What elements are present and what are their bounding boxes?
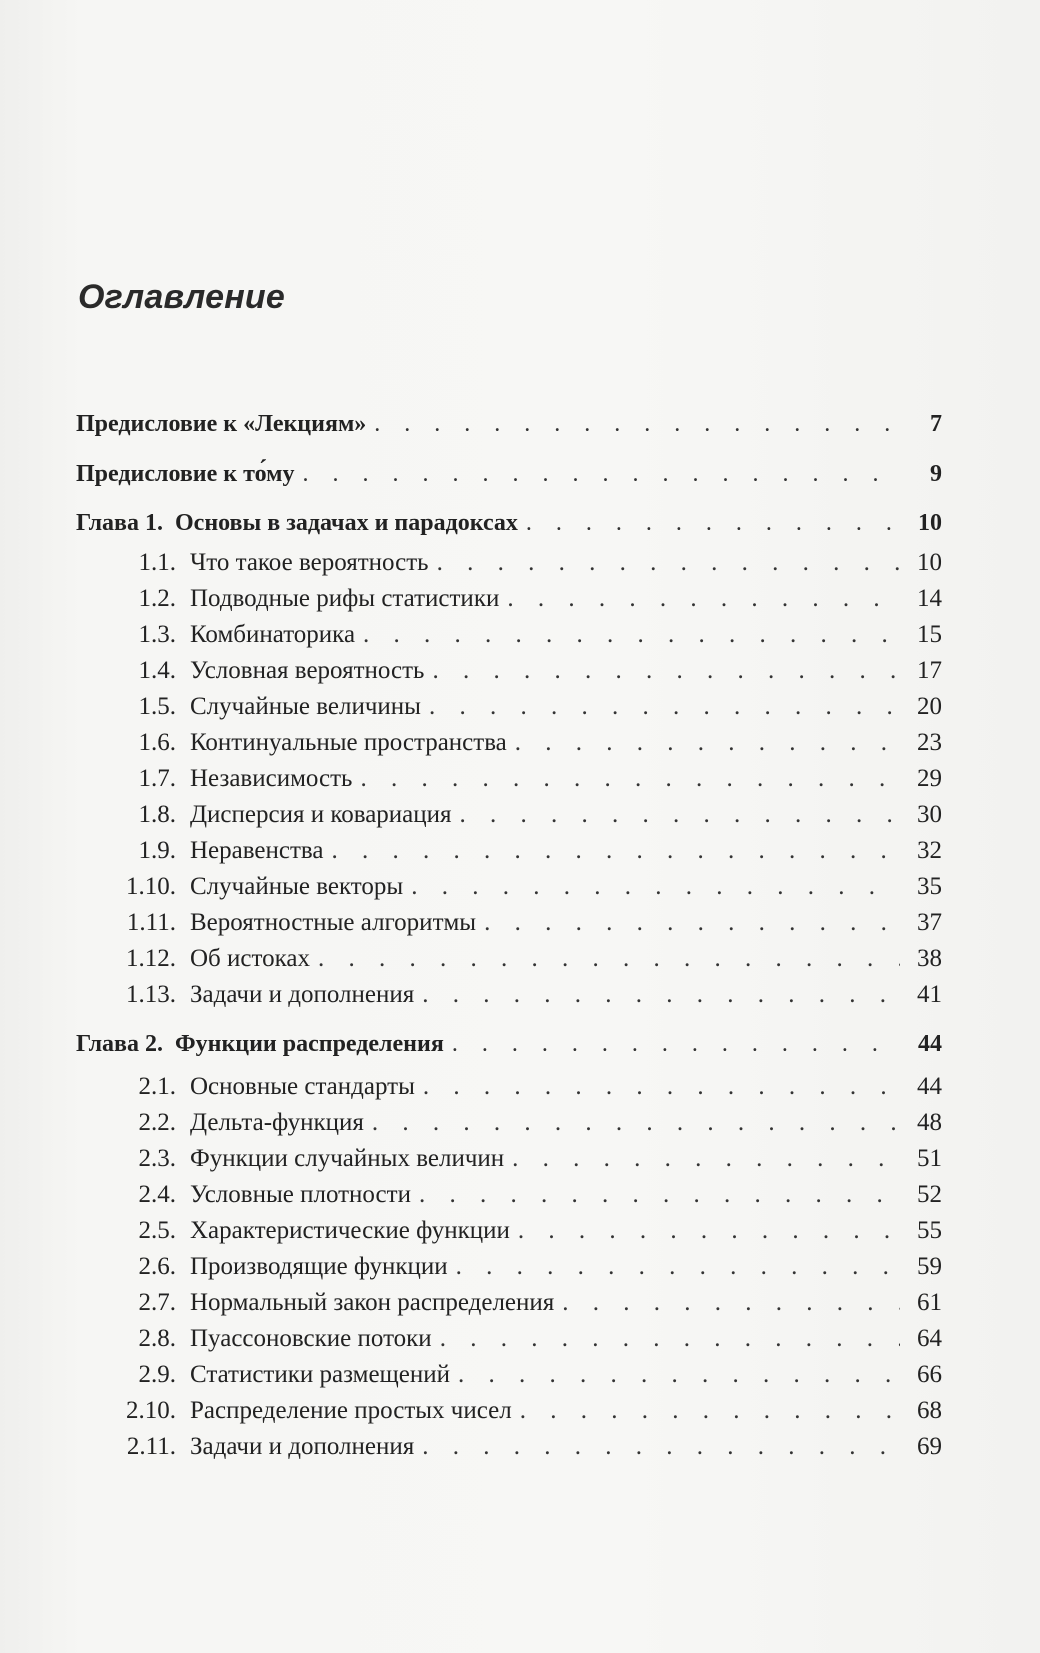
entry-page-number: 15 — [917, 621, 942, 648]
entry-page-number: 64 — [917, 1325, 942, 1352]
entry-title: Основные стандарты — [190, 1073, 415, 1100]
entry-title: Континуальные пространства — [190, 729, 507, 756]
entry-title: Пуассоновские потоки — [190, 1325, 432, 1352]
dot-leader — [331, 833, 900, 869]
entry-page-number: 35 — [917, 873, 942, 900]
toc-front-entry — [76, 406, 942, 442]
entry-page-number: 44 — [917, 1073, 942, 1100]
dot-leader — [562, 1285, 900, 1321]
entry-page-number: 69 — [917, 1433, 942, 1460]
dot-leader — [437, 545, 900, 581]
entry-title: Условная вероятность — [190, 657, 425, 684]
entry-page-number: 68 — [917, 1397, 942, 1424]
entry-title: Дельта-функция — [190, 1109, 364, 1136]
entry-title: Производящие функции — [190, 1253, 448, 1280]
toc-front-entry — [76, 456, 942, 492]
dot-leader — [512, 1141, 900, 1177]
entry-title: Подводные рифы статистики — [190, 585, 500, 612]
dot-leader — [302, 456, 900, 492]
toc-section-entry — [76, 1429, 942, 1465]
entry-page-number: 9 — [930, 461, 942, 487]
toc-section-entry — [76, 1285, 942, 1321]
toc-section-entry — [76, 545, 942, 581]
dot-leader — [484, 905, 900, 941]
dot-leader — [515, 725, 900, 761]
entry-title: Независимость — [190, 765, 353, 792]
entry-page-number: 52 — [917, 1181, 942, 1208]
entry-number: 2.2. — [138, 1109, 176, 1136]
entry-number: 1.1. — [138, 549, 176, 576]
entry-title: Дисперсия и ковариация — [190, 801, 452, 828]
entry-title: Статистики размещений — [190, 1361, 451, 1388]
entry-title: Задачи и дополнения — [190, 981, 415, 1008]
entry-number: 2.1. — [138, 1073, 176, 1100]
toc-section-entry — [76, 1177, 942, 1213]
toc-section-entry — [76, 1213, 942, 1249]
entry-number: 2.10. — [126, 1397, 176, 1424]
toc-section-entry — [76, 1105, 942, 1141]
entry-title: Характеристические функции — [190, 1217, 510, 1244]
entry-title: Функции распределения — [175, 1031, 444, 1057]
entry-number: 2.3. — [138, 1145, 176, 1172]
dot-leader — [363, 617, 900, 653]
entry-number: 2.6. — [138, 1253, 176, 1280]
dot-leader — [374, 406, 900, 442]
dot-leader — [422, 977, 900, 1013]
entry-title: Случайные величины — [190, 693, 421, 720]
entry-page-number: 48 — [917, 1109, 942, 1136]
toc-section-entry — [76, 1393, 942, 1429]
entry-title: Комбинаторика — [190, 621, 356, 648]
entry-number: 2.5. — [138, 1217, 176, 1244]
dot-leader — [360, 761, 900, 797]
dot-leader — [460, 797, 900, 833]
toc-section-entry — [76, 1321, 942, 1357]
entry-number: 1.6. — [138, 729, 176, 756]
entry-page-number: 59 — [917, 1253, 942, 1280]
entry-page-number: 10 — [917, 549, 942, 576]
toc-chapter-entry — [76, 505, 942, 541]
entry-title: Вероятностные алгоритмы — [190, 909, 477, 936]
dot-leader — [419, 1177, 900, 1213]
dot-leader — [411, 869, 900, 905]
entry-title: Случайные векторы — [190, 873, 404, 900]
entry-title: Задачи и дополнения — [190, 1433, 415, 1460]
entry-number: Глава 1. — [76, 510, 163, 536]
entry-number: 2.11. — [126, 1433, 176, 1460]
entry-number: 1.4. — [138, 657, 176, 684]
entry-page-number: 66 — [917, 1361, 942, 1388]
entry-page-number: 55 — [917, 1217, 942, 1244]
entry-number: 1.9. — [138, 837, 176, 864]
entry-page-number: 10 — [918, 510, 942, 536]
entry-page-number: 30 — [917, 801, 942, 828]
entry-number: 1.3. — [138, 621, 176, 648]
toc-section-entry — [76, 581, 942, 617]
entry-number: 1.11. — [126, 909, 176, 936]
toc-section-entry — [76, 905, 942, 941]
entry-page-number: 32 — [917, 837, 942, 864]
entry-page-number: 44 — [918, 1031, 942, 1057]
toc-section-entry — [76, 833, 942, 869]
toc-section-entry — [76, 869, 942, 905]
dot-leader — [423, 1069, 900, 1105]
entry-number: 2.8. — [138, 1325, 176, 1352]
entry-page-number: 29 — [917, 765, 942, 792]
page-title: Оглавление — [78, 278, 286, 316]
dot-leader — [422, 1429, 900, 1465]
entry-number: 1.12. — [126, 945, 176, 972]
entry-title: Что такое вероятность — [190, 549, 429, 576]
toc-section-entry — [76, 941, 942, 977]
toc-section-entry — [76, 1357, 942, 1393]
toc-section-entry — [76, 689, 942, 725]
dot-leader — [520, 1393, 900, 1429]
entry-page-number: 7 — [930, 411, 942, 437]
entry-page-number: 37 — [917, 909, 942, 936]
entry-number: 1.8. — [138, 801, 176, 828]
dot-leader — [318, 941, 900, 977]
entry-title: Распределение простых чисел — [190, 1397, 512, 1424]
toc-section-entry — [76, 1249, 942, 1285]
entry-page-number: 61 — [917, 1289, 942, 1316]
dot-leader — [458, 1357, 900, 1393]
toc-section-entry — [76, 1069, 942, 1105]
entry-number: 1.13. — [126, 981, 176, 1008]
dot-leader — [432, 653, 900, 689]
toc-section-entry — [76, 653, 942, 689]
entry-title: Об истоках — [190, 945, 310, 972]
toc-chapter-entry — [76, 1026, 942, 1062]
toc-section-entry — [76, 977, 942, 1013]
entry-number: 2.7. — [138, 1289, 176, 1316]
dot-leader — [507, 581, 900, 617]
entry-title: Условные плотности — [190, 1181, 411, 1208]
entry-page-number: 17 — [917, 657, 942, 684]
entry-number: 1.5. — [138, 693, 176, 720]
entry-page-number: 14 — [917, 585, 942, 612]
entry-title: Неравенства — [190, 837, 324, 864]
entry-number: 1.7. — [138, 765, 176, 792]
entry-title: Функции случайных величин — [190, 1145, 505, 1172]
entry-number: 1.2. — [138, 585, 176, 612]
toc-section-entry — [76, 797, 942, 833]
dot-leader — [456, 1249, 900, 1285]
entry-title: Предисловие к «Лекциям» — [76, 411, 367, 437]
entry-page-number: 23 — [917, 729, 942, 756]
entry-page-number: 38 — [917, 945, 942, 972]
entry-number: Глава 2. — [76, 1031, 163, 1057]
toc-section-entry — [76, 761, 942, 797]
entry-title: Основы в задачах и парадоксах — [175, 510, 518, 536]
entry-page-number: 20 — [917, 693, 942, 720]
dot-leader — [440, 1321, 900, 1357]
entry-title: Нормальный закон распределения — [190, 1289, 555, 1316]
toc-section-entry — [76, 725, 942, 761]
dot-leader — [429, 689, 900, 725]
dot-leader — [518, 1213, 900, 1249]
toc-section-entry — [76, 1141, 942, 1177]
dot-leader — [452, 1026, 900, 1062]
entry-page-number: 51 — [917, 1145, 942, 1172]
entry-number: 1.10. — [126, 873, 176, 900]
entry-number: 2.4. — [138, 1181, 176, 1208]
dot-leader — [372, 1105, 900, 1141]
dot-leader — [526, 505, 900, 541]
toc-section-entry — [76, 617, 942, 653]
entry-number: 2.9. — [138, 1361, 176, 1388]
entry-page-number: 41 — [917, 981, 942, 1008]
entry-title: Предисловие к то́му — [76, 461, 295, 487]
